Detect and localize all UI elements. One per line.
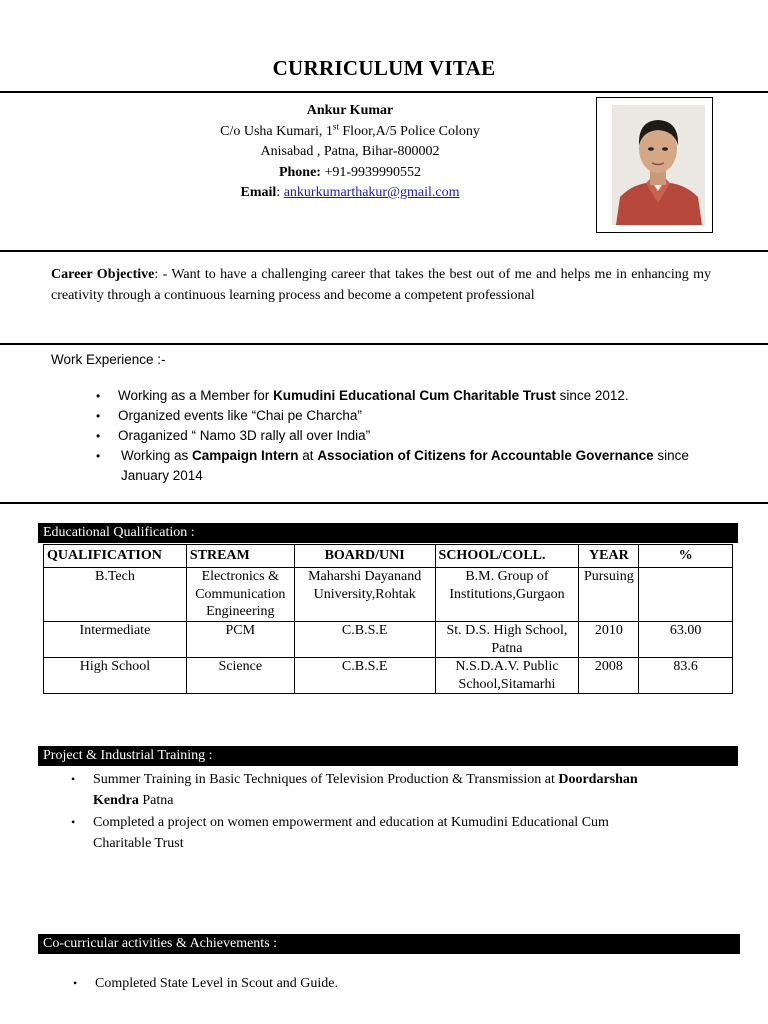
list-item: • Completed State Level in Scout and Guide. <box>69 973 669 994</box>
table-cell: C.B.S.E <box>294 658 435 694</box>
candidate-name: Ankur Kumar <box>306 103 394 118</box>
cocurricular-list <box>69 973 669 994</box>
career-objective <box>51 264 711 306</box>
table-row <box>44 658 733 694</box>
contact-block <box>160 101 540 204</box>
list-item: • Summer Training in Basic Techniques of Television Production & Transmission at Doordarshan Kendra Patna <box>67 769 667 811</box>
table-cell: C.B.S.E <box>294 622 435 658</box>
table-cell: 63.00 <box>639 622 733 658</box>
profile-photo <box>612 105 705 225</box>
table-cell: Maharshi Dayanand University,Rohtak <box>294 568 435 622</box>
list-item: • Oraganized “ Namo 3D rally all over India” <box>92 426 712 446</box>
bullet-icon: • <box>96 449 101 463</box>
education-heading: Educational Qualification : <box>38 523 738 543</box>
page-title: CURRICULUM VITAE <box>272 56 496 80</box>
email-link[interactable]: ankurkumarthakur@gmail.com <box>283 185 460 200</box>
column-header: YEAR <box>579 545 639 568</box>
table-row <box>44 568 733 622</box>
table-cell: B.M. Group of Institutions,Gurgaon <box>435 568 579 622</box>
table-row <box>44 622 733 658</box>
table-header-row <box>44 545 733 568</box>
work-experience-heading: Work Experience :- <box>51 352 166 367</box>
profile-photo-frame <box>596 97 713 233</box>
table-cell: Science <box>186 658 294 694</box>
table-cell: Pursuing <box>579 568 639 622</box>
work-experience-list <box>92 386 712 486</box>
bullet-icon: • <box>96 429 101 443</box>
address-line-2: Anisabad , Patna, Bihar-800002 <box>260 144 440 159</box>
column-header: QUALIFICATION <box>44 545 187 568</box>
email-line: Email: ankurkumarthakur@gmail.com <box>240 185 460 200</box>
list-item: • Organized events like “Chai pe Charcha” <box>92 406 712 426</box>
table-cell: 2010 <box>579 622 639 658</box>
projects-list <box>67 769 667 854</box>
table-cell: 2008 <box>579 658 639 694</box>
table-cell: PCM <box>186 622 294 658</box>
table-cell: Electronics & Communication Engineering <box>186 568 294 622</box>
table-cell: Intermediate <box>44 622 187 658</box>
objective-text: : - Want to have a challenging career that takes the best out of me and helps me in enhancing my creativity through a continuous learning process and become a competent professional <box>51 267 711 303</box>
table-cell: 83.6 <box>639 658 733 694</box>
section-divider-2 <box>0 343 768 345</box>
table-cell: St. D.S. High School, Patna <box>435 622 579 658</box>
list-item: • Completed a project on women empowerment and education at Kumudini Educational Cum Charitable Trust <box>67 812 667 854</box>
column-header: BOARD/UNI <box>294 545 435 568</box>
column-header: SCHOOL/COLL. <box>435 545 579 568</box>
column-header: STREAM <box>186 545 294 568</box>
cocurricular-heading: Co-curricular activities & Achievements : <box>38 934 740 954</box>
column-header: % <box>639 545 733 568</box>
header-divider <box>0 91 768 93</box>
bullet-icon: • <box>71 772 76 786</box>
bullet-icon: • <box>96 389 101 403</box>
table-cell: B.Tech <box>44 568 187 622</box>
bullet-icon: • <box>71 815 76 829</box>
bullet-icon: • <box>96 409 101 423</box>
table-cell <box>639 568 733 622</box>
list-item: • Working as Campaign Intern at Association of Citizens for Accountable Governance since January 2014 <box>96 448 689 483</box>
phone-line: Phone: +91-9939990552 <box>278 164 422 180</box>
projects-heading: Project & Industrial Training : <box>38 746 738 766</box>
table-cell: N.S.D.A.V. Public School,Sitamarhi <box>435 658 579 694</box>
list-item: • Working as a Member for Kumudini Educational Cum Charitable Trust since 2012. <box>92 386 712 406</box>
table-cell: High School <box>44 658 187 694</box>
education-table <box>43 544 733 694</box>
objective-label: Career Objective <box>51 267 155 282</box>
section-divider-1 <box>0 250 768 252</box>
section-divider-3 <box>0 502 768 504</box>
bullet-icon: • <box>73 976 78 990</box>
address-line-1: C/o Usha Kumari, 1st Floor,A/5 Police Colony <box>220 120 480 139</box>
